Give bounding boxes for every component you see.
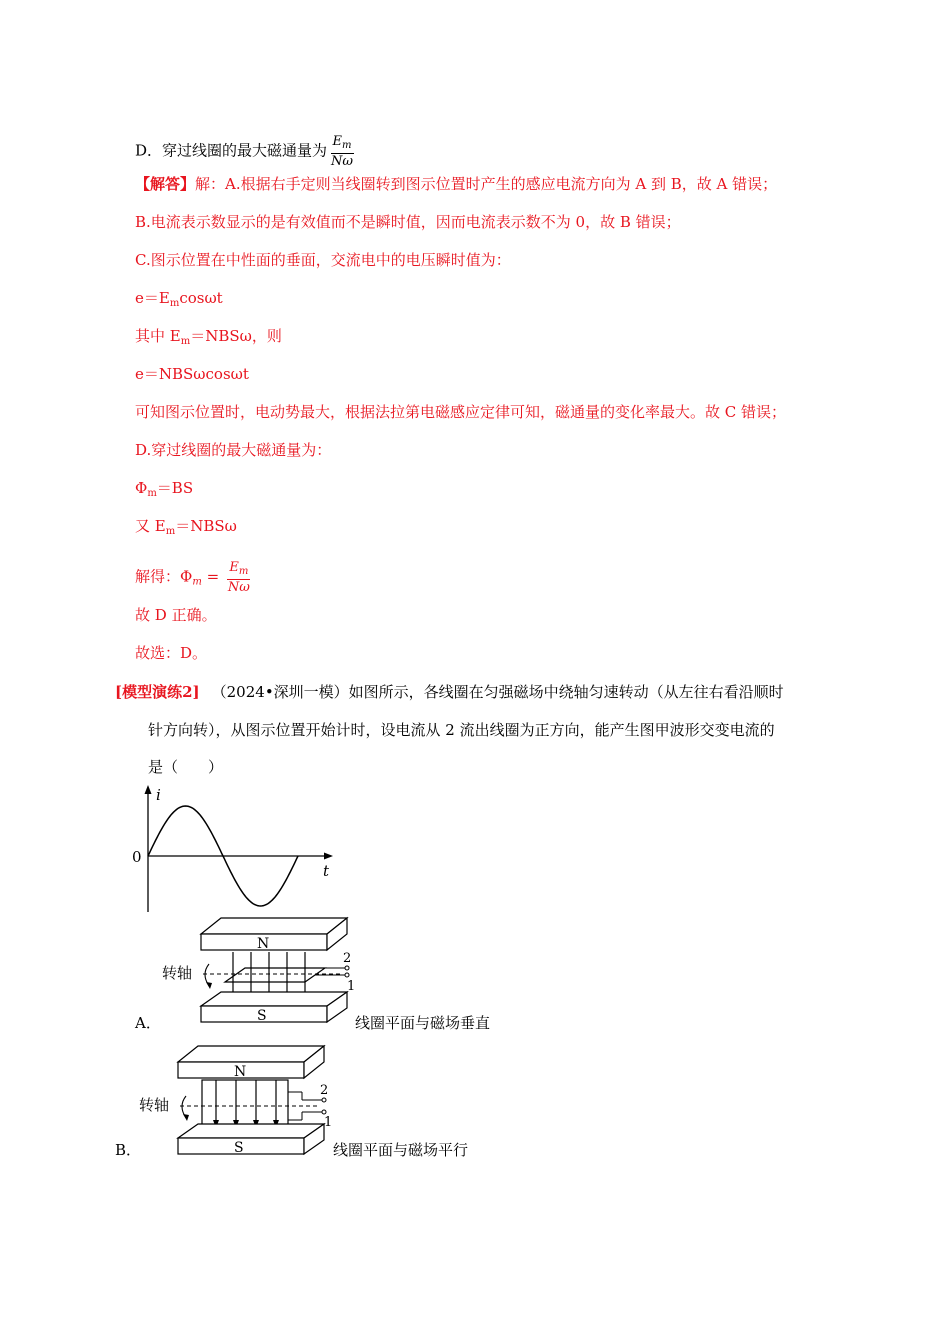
answer-line-8: D.穿过线圈的最大磁通量为： <box>135 441 332 459</box>
figure-b-caption: 线圈平面与磁场平行 <box>333 1141 469 1159</box>
answer-line-4: $e=E_m\cos\omega t$ <box>135 289 223 309</box>
current-waveform-graph <box>120 782 350 917</box>
south-pole-label: S <box>234 1140 244 1156</box>
answer-line-10: 又 $E_m=NBS\omega$ <box>135 517 237 537</box>
south-pole-label: S <box>257 1008 267 1024</box>
answer-tag: 【解答】 <box>135 175 196 193</box>
answer-line-12: 故 D 正确。 <box>135 606 217 624</box>
answer-line-13: 故选：D。 <box>135 644 208 662</box>
figure-a-caption: 线圈平面与磁场垂直 <box>355 1014 491 1032</box>
answer-fraction: $\frac{E_m}{N\omega}$ <box>227 560 250 595</box>
figure-b-diagram <box>132 1040 342 1158</box>
option-d-text: D．穿过线圈的最大磁通量为 <box>135 141 328 160</box>
y-axis-arrow <box>145 785 152 794</box>
terminal-2-label: 2 <box>320 1083 329 1098</box>
option-b-label: B． <box>115 1141 142 1159</box>
exercise-line-3: 是（ ） <box>148 758 224 776</box>
answer-line-9: $\Phi_m=BS$ <box>135 479 194 499</box>
x-axis-label: t <box>323 862 330 880</box>
answer-line-1: 【解答】解：A.根据右手定则当线圈转到图示位置时产生的感应电流方向为 A 到 B，故 A 错误； <box>135 175 778 193</box>
answer-line-3: C.图示位置在中性面的垂面，交流电中的电压瞬时值为： <box>135 251 511 269</box>
x-axis-arrow <box>324 853 333 860</box>
north-pole-label: N <box>257 936 270 952</box>
exercise-line-1: [模型演练2] （2024•深圳一模）如图所示，各线圈在匀强磁场中绕轴匀速转动（从左往右看沿顺时 <box>115 683 784 701</box>
option-d <box>135 134 355 169</box>
y-axis-label: i <box>156 786 161 804</box>
figure-a-diagram <box>155 912 365 1030</box>
north-pole-label: N <box>234 1064 247 1080</box>
terminal-1-label: 1 <box>324 1115 333 1130</box>
exercise-tag: [模型演练2] <box>115 683 200 701</box>
answer-line-11: 解得：$\Phi_m$ = $\frac{E_m}{N\omega}$ <box>135 560 250 595</box>
terminal-1-label: 1 <box>347 979 356 994</box>
origin-label: 0 <box>132 848 142 866</box>
answer-line-7: 可知图示位置时，电动势最大，根据法拉第电磁感应定律可知，磁通量的变化率最大。故 C 错误； <box>135 403 787 421</box>
answer-line-6: e＝NBSωcosωt <box>135 365 249 383</box>
option-a-label: A． <box>135 1014 161 1032</box>
exercise-line-2: 针方向转），从图示位置开始计时，设电流从 2 流出线圈为正方向，能产生图甲波形交变电流的 <box>148 721 775 739</box>
axis-label: 转轴 <box>139 1096 170 1114</box>
answer-line-5: 其中 $E_m=NBS\omega$，则 <box>135 327 282 347</box>
option-d-fraction: $\frac{E_m}{N\omega}$ <box>331 134 354 169</box>
axis-label: 转轴 <box>162 964 193 982</box>
answer-line-2: B.电流表示数显示的是有效值而不是瞬时值，因而电流表示数不为 0，故 B 错误； <box>135 213 681 231</box>
terminal-2-label: 2 <box>343 951 352 966</box>
